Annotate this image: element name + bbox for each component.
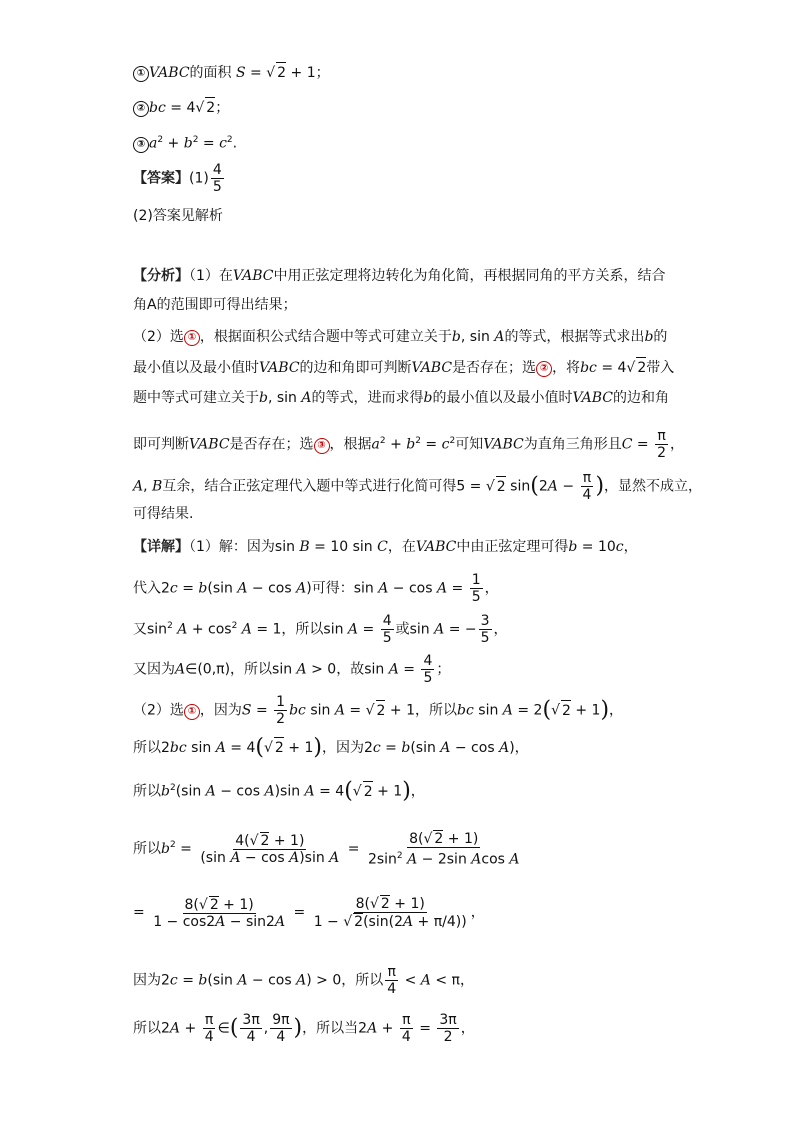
analysis-line-3: （2）选 ① ，根据面积公式结合题中等式可建立关于b, sin A的等式，根据等式求出b的 (133, 329, 668, 345)
detail-line-3: 又$\sin^2 A + \cos^2 A = 1$，所以sin A = $\frac{4}{5}$ 或sin A = − $\frac{3}{5}$ ， (133, 613, 508, 646)
detail-line-8: 所以$b^2$ = $\frac{4(√ 2 + 1)}{\text{(sin A − cos A)sin A}}$ = $\frac{8(√ 2 + 1)}{2\sin^2 A - 2\sin Acos A}$ (133, 831, 520, 868)
analysis-line-6: 即可判断VABC是否存在；选 ③ ，根据$a^2 + b^2 = c^2$可知VABC为直角三角形且C = $\frac{\pi}{2}$ ， (133, 428, 684, 461)
condition-1: ① VABC的面积 S = √ 2 + 1； (133, 62, 330, 83)
detail-line-1: 【详解】（1）解：因为sin B = 10 sin C，在VABC中由正弦定理可得b = 10c， (133, 539, 638, 555)
condition-2: ② bc = 4√ 2； (133, 97, 229, 118)
analysis-line-1: 【分析】（1）在VABC中用正弦定理将边转化为角化简，再根据同角的平方关系，结合 (133, 268, 666, 284)
condition-3: ③ $a^2 + b^2 = c^2$. (133, 130, 237, 154)
answer-line: 【答案】(1) $\frac{4}{5}$ (133, 162, 222, 195)
analysis-line-2: 角A的范围即可得出结果； (133, 297, 297, 313)
detail-line-5: （2）选 ① ，因为S = $\frac{1}{2}$ bc sin A = √ 2 + 1，所以bc sin A = 2(√ 2 + 1)， (133, 694, 624, 727)
detail-line-10: 因为2c = b(sin A − cos A) > 0，所以 $\frac{\pi}{4}$ < A < π， (133, 964, 474, 997)
answer-part2: (2)答案见解析 (133, 208, 223, 224)
analysis-line-8: 可得结果. (133, 506, 194, 522)
detail-line-9: = $\frac{8(√ 2 + 1)}{1 - \cos 2A - \sin 2A}$ = $\frac{8(√ 2 + 1)}{1 - √ 2(\sin(2A + \pi/4))}$ ， (133, 896, 485, 930)
detail-line-6: 所以2bc sin A = 4(√ 2 + 1)，因为2c = b(sin A − cos A)， (133, 735, 529, 760)
analysis-line-5: 题中等式可建立关于b, sin A的等式，进而求得b的最小值以及最小值时VABC的边和角 (133, 390, 670, 406)
analysis-line-4: 最小值以及最小值时VABC的边和角即可判断VABC是否存在；选 ② ，将bc = 4√ 2带入 (133, 357, 674, 378)
detail-line-2: 代入2c = b(sin A − cos A)可得：sin A − cos A = $\frac{1}{5}$ ， (133, 572, 499, 605)
detail-line-7: 所以$b^2(\sin$ A − cos A)sin A = 4(√ 2 + 1)， (133, 778, 425, 804)
analysis-line-7: A, B互余，结合正弦定理代入题中等式进行化简可得5 = √ 2 sin(2A − $\frac{\pi}{4}$ )，显然不成立， (133, 470, 703, 503)
detail-line-4: 又因为A∈(0,π)，所以sin A > 0，故sin A = $\frac{4}{5}$ ； (133, 653, 451, 686)
detail-line-11: 所以2A + $\frac{\pi}{4}$ ∈( $\frac{3\pi}{4}$ , $\frac{9\pi}{4}$ )，所以当2A + $\frac{\pi}{4}$ = $\frac{3\pi}{2}$ ， (133, 1012, 475, 1045)
